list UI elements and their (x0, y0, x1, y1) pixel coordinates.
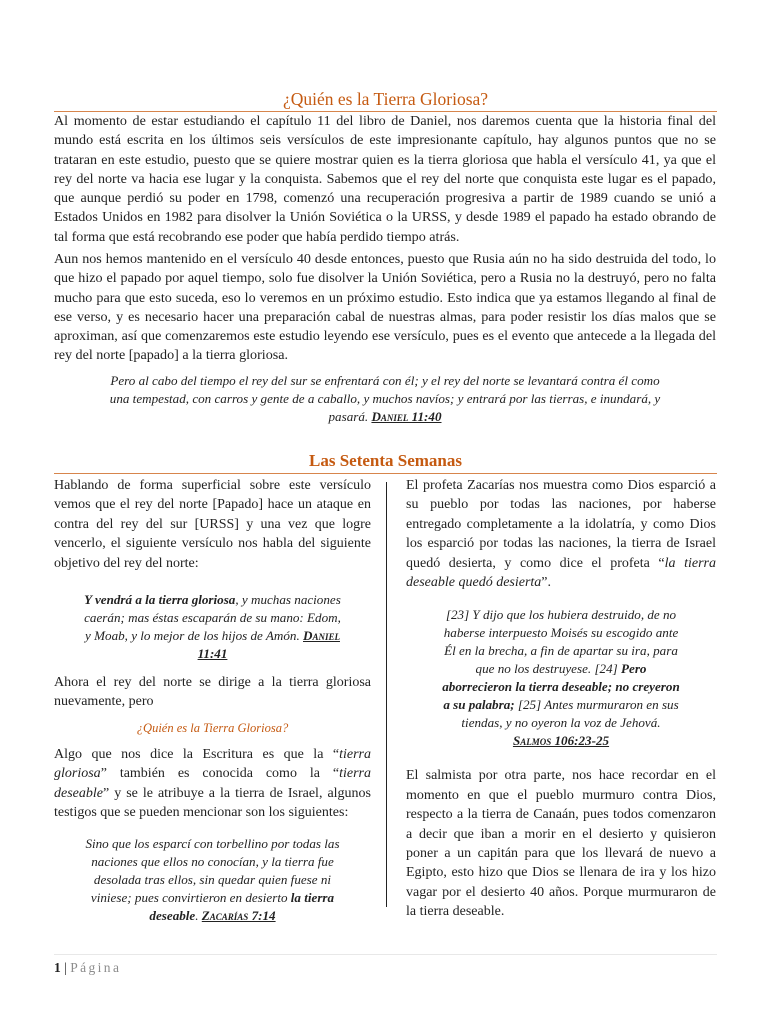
quote-text: , y muchas naciones caerán; mas éstas escaparán de su mano: Edom, y Moab, y lo mejor de los hijos de Amón. (84, 592, 341, 644)
italic-run: tierra gloriosa (54, 746, 371, 782)
subheading-question: ¿Quién es la Tierra Gloriosa? (136, 720, 289, 735)
scripture-reference: Zacarías 7:14 (201, 908, 276, 924)
right-paragraph-1 (406, 476, 716, 592)
text-run: Algo que nos dice la Escritura es que la “ (54, 746, 340, 762)
quote-bold-text: Pero aborrecieron la tierra deseable; no creyeron a su palabra; (442, 661, 680, 713)
quote-text: [25] Antes murmuraron en sus tiendas, y no oyeron la voz de Jehová. (461, 697, 679, 731)
scripture-reference: Daniel 11:41 (197, 628, 340, 662)
quote-bold-text: Y vendrá a la tierra gloriosa (84, 592, 236, 608)
scripture-reference: Salmos 106:23-25 (512, 733, 610, 749)
quote-text: [23] Y dijo que los hubiera destruido, de no haberse interpuesto Moisés su escogido ante Él en la brecha, a fin de apartar su ira, para que no los destruyese. [24] (443, 607, 679, 677)
italic-run: tierra deseable (54, 766, 371, 801)
scripture-quote-zacarias-7-14: Sino que los esparcí con torbellino por todas las naciones que ellos no conocían, y la tierra fue desolada tras ellos, sin quedar quien fuese ni viniese; pues convirtieron en desierto la tierra deseable. Zacarías 7:14 (85, 836, 340, 924)
intro-paragraph-1: Al momento de estar estudiando el capítulo 11 del libro de Daniel, nos daremos cuenta que la historia final del mundo está escrita en los últimos seis versículos de este impresionante capítulo, hay algunos puntos que no se trataran en este estudio, puesto que se quiere mostrar quien es la tierra gloriosa que habla el versículo 41, ya que el rey del norte va hacia ese lugar y la conquista. Sabemos que el rey del norte que conquista este lugar es el papado, que aunque perdió su poder en 1798, comenzó una recuperación progresiva a partir de 1989 cuando se unió a Estados Unidos en 1982 para disolver la Unión Soviética o la URSS, y desde 1989 el papado ha estado obrando de tal forma que está recobrando ese poder que había perdido tiempo atrás. (54, 113, 716, 245)
text-run: ”. (541, 575, 552, 591)
column-divider (386, 482, 387, 907)
text-run: ” y se le atribuye a la tierra de Israel, algunos testigos que se pueden mencionar son los siguientes: (54, 785, 371, 821)
page-footer (54, 960, 121, 976)
quote-bold-text: la tierra deseable (149, 890, 335, 924)
italic-run: la tierra deseable quedó desierta (406, 555, 717, 591)
intro-paragraph-2: Aun nos hemos mantenido en el versículo 40 desde entonces, puesto que Rusia aún no ha sido destruida del todo, lo que hizo el papado por aquel tiempo, solo fue disolver la Unión Soviética, pero a Rusia no la destruyó, pero no falta mucho para que esto suceda, eso lo veremos en un próximo estudio. Esto indica que ya estamos llegando al final de ese verso, y es necesario hacer una preparación cabal de nuestras almas, para poder resistir los días malos que se aproximan, así que comenzaremos este estudio leyendo ese versículo, pues es el evento que antecede a la llegada del rey del norte [papado] a la tierra gloriosa. (54, 251, 716, 364)
scripture-quote-daniel-11-40 (100, 372, 670, 426)
left-column (54, 476, 371, 925)
section-title: Las Setenta Semanas (308, 451, 462, 470)
section-rule (54, 473, 717, 474)
quote-text: Sino que los esparcí con torbellino por todas las naciones que ellos no conocían, y la tierra fue desolada tras ellos, sin quedar quien fuese ni viniese; pues convirtieron en desierto (85, 836, 340, 906)
page-number: 1 (54, 960, 61, 975)
footer-rule (54, 954, 717, 955)
right-column (406, 476, 716, 922)
left-paragraph-2: Ahora el rey del norte se dirige a la tierra gloriosa nuevamente, pero (54, 675, 371, 710)
text-run: ” también es conocida como la “ (100, 766, 340, 782)
text-run: El profeta Zacarías nos muestra como Dios esparció a su pueblo por todas las naciones, por haberse entregado completamente a la idolatría, y como Dios los esparció por todas las naciones, la tierra de Israel quedó desierta, y como dice el profeta “ (406, 478, 716, 571)
page-label: Página (70, 960, 122, 975)
page-title: ¿Quién es la Tierra Gloriosa? (282, 89, 489, 109)
footer-separator: | (64, 960, 67, 975)
left-paragraph-3 (54, 745, 371, 823)
scripture-quote-salmos-106 (441, 606, 681, 750)
quote-text: Pero al cabo del tiempo el rey del sur se enfrentará con él; y el rey del norte se levantará contra él como una tempestad, con carros y gente de a caballo, y muchos navíos; y entrará por las tierras, e inundará, y pasará. (109, 373, 661, 424)
left-paragraph-1: Hablando de forma superficial sobre este versículo vemos que el rey del norte [Papado] hace un ataque en contra del rey del sur [URSS] y una vez que logre vencerlo, el siguiente versículo nos habla del siguiente objetivo del rey del norte: (54, 478, 371, 571)
scripture-quote-daniel-11-41 (82, 591, 344, 663)
right-paragraph-2: El salmista por otra parte, nos hace recordar en el momento en que el pueblo murmuro contra Dios, respecto a la tierra de Canaán, pues todos comenzaron a decir que iban a morir en el desierto y quisieron poner a un capitán para que los llevará de nuevo a Egipto, esto hizo que Dios se llenara de ira y los hizo vagar por el desierto 40 años. Porque murmuraron de la tierra deseable. (406, 768, 716, 920)
scripture-reference: Daniel 11:40 (371, 409, 442, 424)
